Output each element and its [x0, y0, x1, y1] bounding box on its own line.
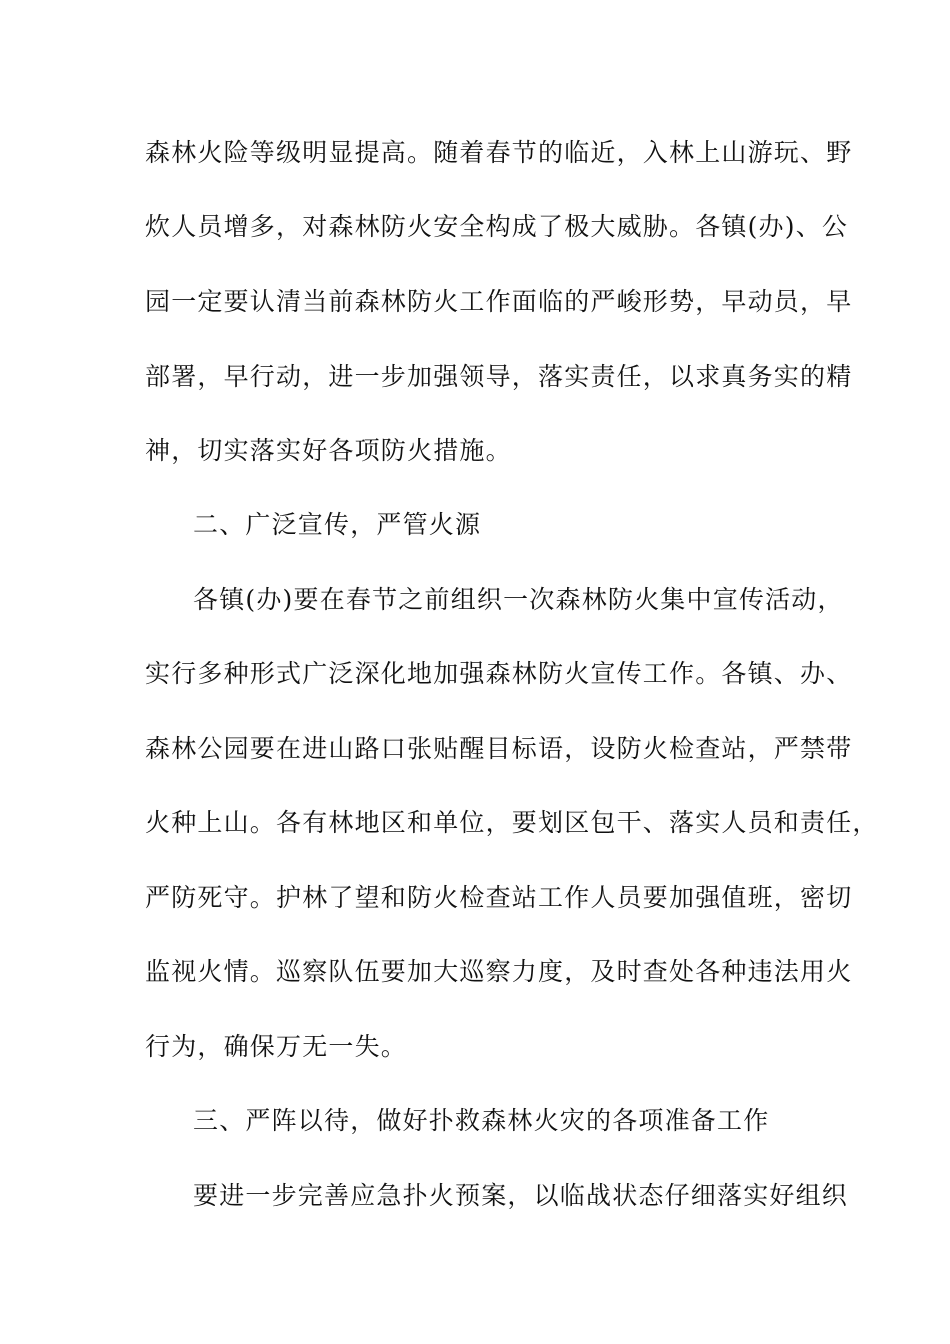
text-line: 要进一步完善应急扑火预案，以临战状态仔细落实好组织 — [193, 1181, 849, 1210]
text-line: 部署，早行动，进一步加强领导，落实责任，以求真务实的精 — [145, 362, 853, 391]
text-line: 各镇(办)要在春节之前组织一次森林防火集中宣传活动， — [193, 585, 844, 614]
section-heading: 二、广泛宣传，严管火源 — [193, 510, 482, 539]
text-line: 火种上山。各有林地区和单位，要划区包干、落实人员和责任， — [145, 808, 879, 837]
text-line: 森林火险等级明显提高。随着春节的临近，入林上山游玩、野 — [145, 138, 853, 167]
text-line: 神，切实落实好各项防火措施。 — [145, 436, 512, 465]
text-line: 行为，确保万无一失。 — [145, 1032, 408, 1061]
text-line: 严防死守。护林了望和防火检查站工作人员要加强值班，密切 — [145, 883, 853, 912]
text-line: 森林公园要在进山路口张贴醒目标语，设防火检查站，严禁带 — [145, 734, 853, 763]
text-line: 实行多种形式广泛深化地加强森林防火宣传工作。各镇、办、 — [145, 659, 853, 688]
text-line: 园一定要认清当前森林防火工作面临的严峻形势，早动员，早 — [145, 287, 853, 316]
section-heading: 三、严阵以待，做好扑救森林火灾的各项准备工作 — [193, 1106, 770, 1135]
text-line: 炊人员增多，对森林防火安全构成了极大威胁。各镇(办)、公 — [145, 212, 849, 241]
text-line: 监视火情。巡察队伍要加大巡察力度，及时查处各种违法用火 — [145, 957, 853, 986]
